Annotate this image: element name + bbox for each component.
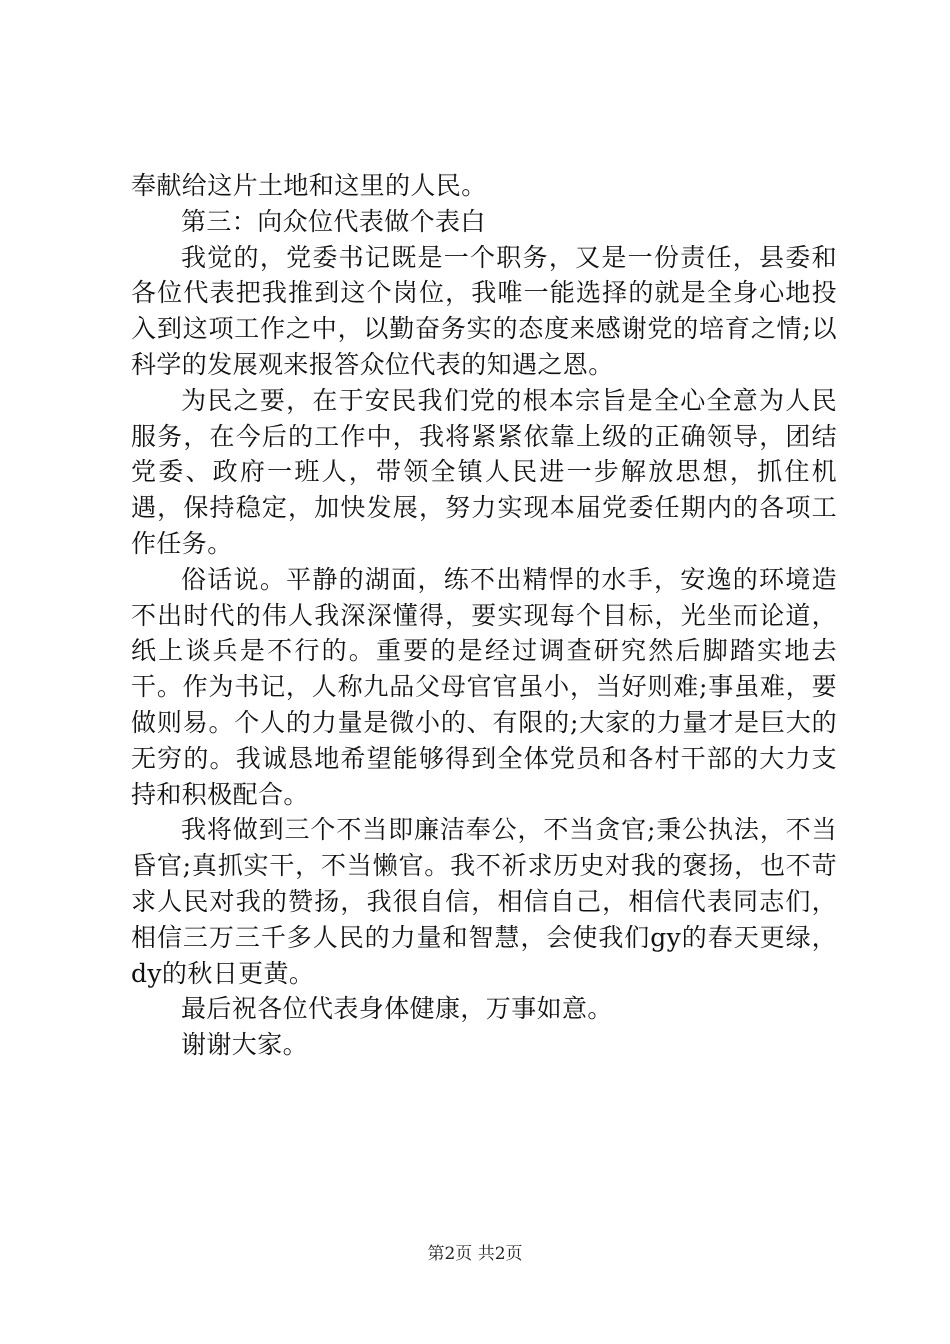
paragraph: 俗话说。平静的湖面，练不出精悍的水手，安逸的环境造不出时代的伟人我深深懂得，要实现每个目标，光坐而论道，纸上谈兵是不行的。重要的是经过调查研究然后脚踏实地去干。作为书记，人称九品父母官官虽小，当好则难;事虽难，要做则易。个人的力量是微小的、有限的;大家的力量才是巨大的无穷的。我诚恳地希望能够得到全体党员和各村干部的大力支持和积极配合。 xyxy=(131,564,837,809)
page-number-footer: 第2页 共2页 xyxy=(427,1244,523,1264)
closing-wish: 最后祝各位代表身体健康，万事如意。 xyxy=(181,994,613,1024)
section-heading: 第三：向众位代表做个表白 xyxy=(181,206,486,236)
paragraph: 我将做到三个不当即廉洁奉公，不当贪官;秉公执法，不当昏官;真抓实干，不当懒官。我不祈求历史对我的褒扬，也不苛求人民对我的赞扬，我很自信，相信自己，相信代表同志们，相信三万三千多人民的力量和智慧，会使我们gy的春天更绿，dy的秋日更黄。 xyxy=(131,815,837,988)
closing-thanks: 谢谢大家。 xyxy=(181,1030,309,1060)
paragraph: 为民之要，在于安民我们党的根本宗旨是全心全意为人民服务，在今后的工作中，我将紧紧依靠上级的正确领导，团结党委、政府一班人，带领全镇人民进一步解放思想，抓住机遇，保持稳定，加快发展，努力实现本届党委任期内的各项工作任务。 xyxy=(131,385,837,558)
paragraph: 我觉的，党委书记既是一个职务，又是一份责任，县委和各位代表把我推到这个岗位，我唯一能选择的就是全身心地投入到这项工作之中，以勤奋务实的态度来感谢党的培育之情;以科学的发展观来报答众位代表的知遇之恩。 xyxy=(131,242,837,379)
paragraph-continuation: 奉献给这片土地和这里的人民。 xyxy=(131,171,487,200)
document-body xyxy=(131,168,837,1063)
